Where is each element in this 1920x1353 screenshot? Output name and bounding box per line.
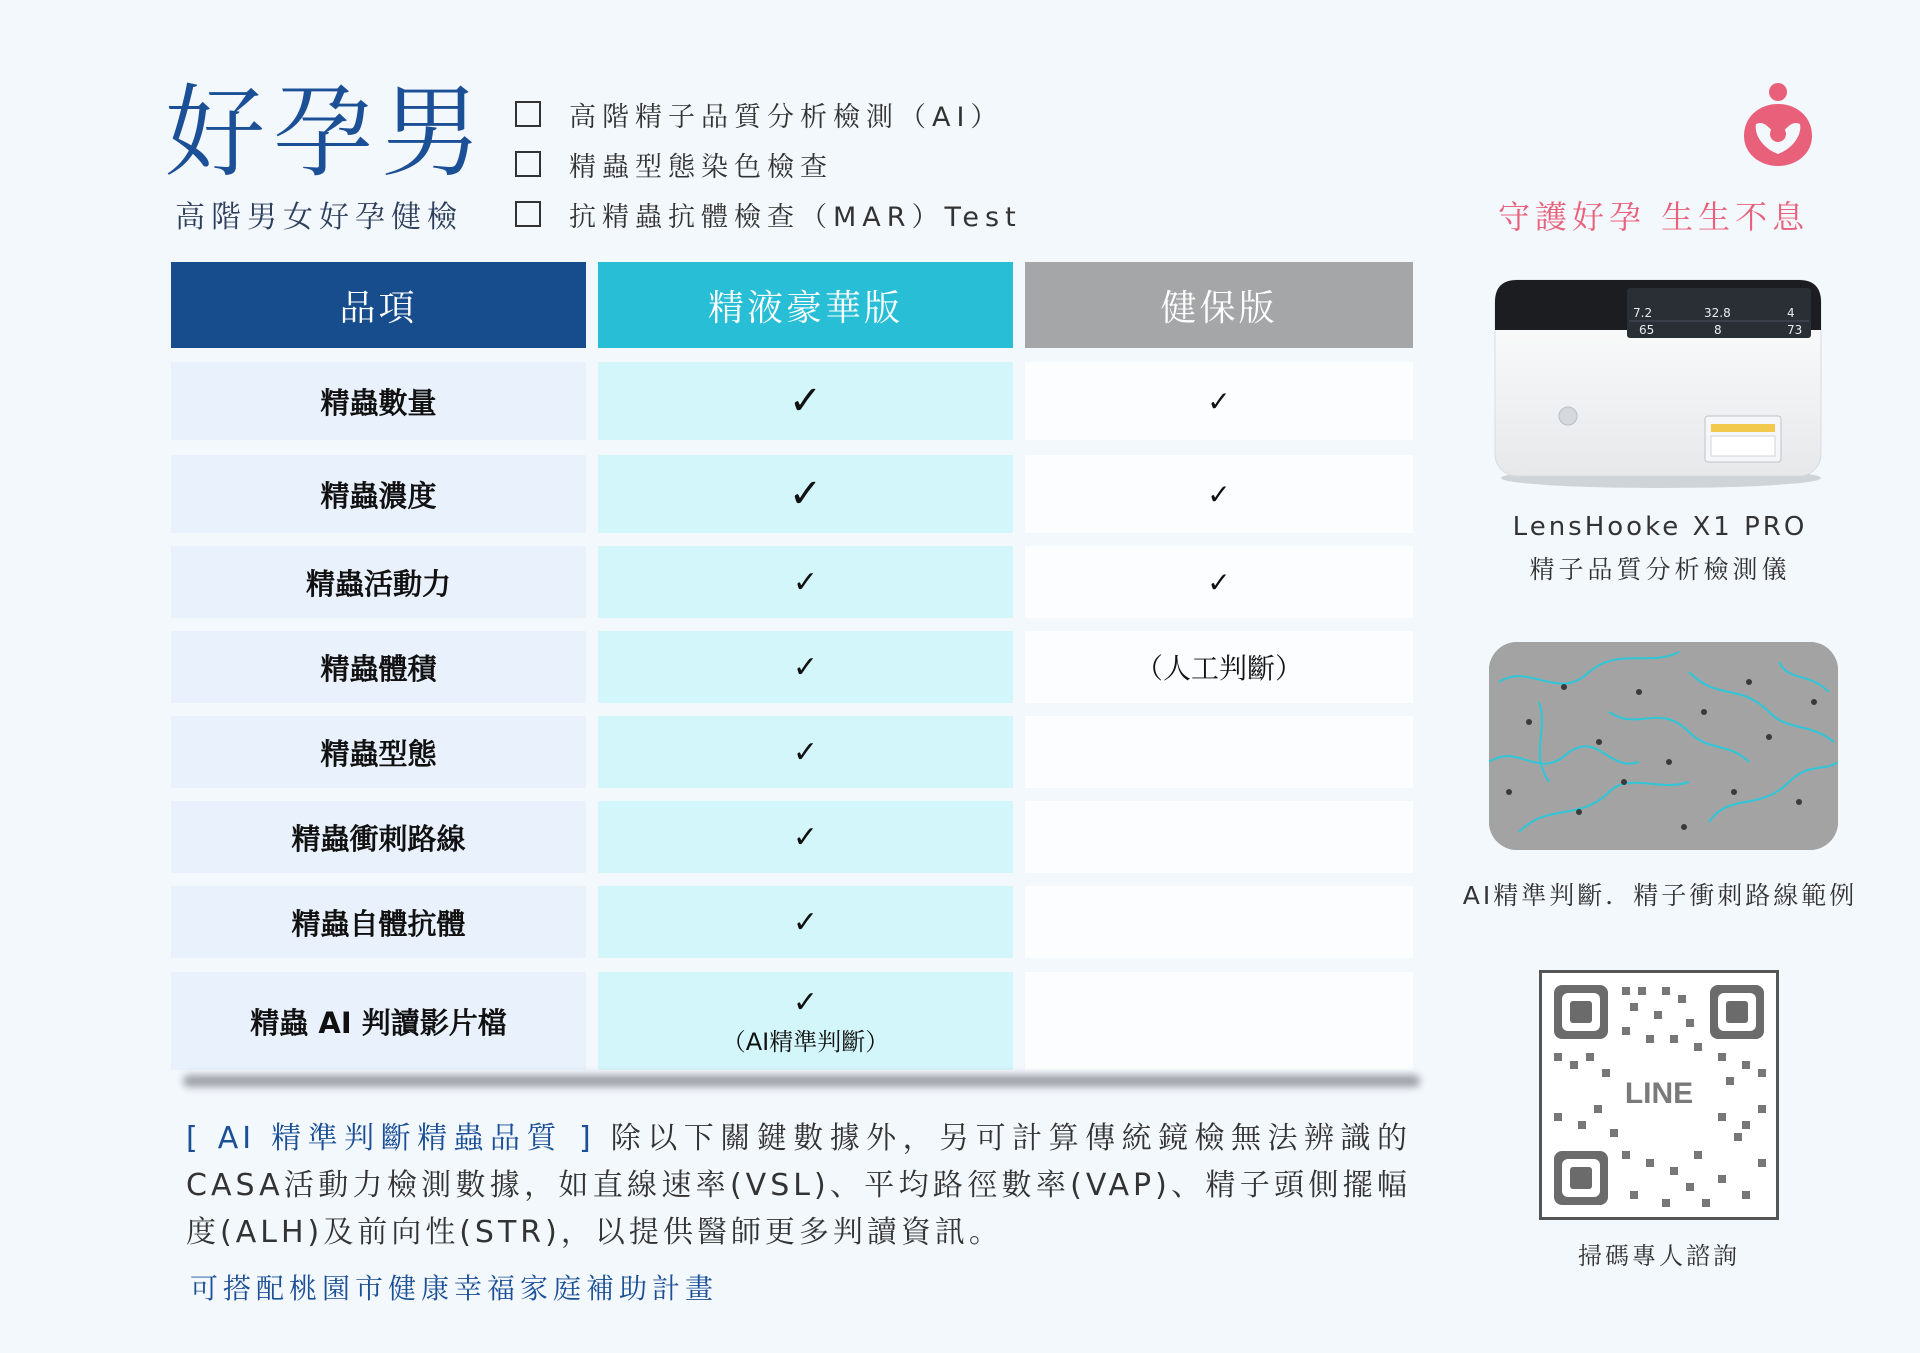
checklist-item-ai-analysis [515, 94, 1003, 134]
brand-logo-icon [1740, 82, 1816, 168]
nhi-empty-cell [1025, 716, 1413, 788]
checkbox-icon [515, 101, 541, 127]
checklist-label: 高階精子品質分析檢測（AI） [569, 101, 1004, 133]
column-header-item: 品項 [171, 262, 586, 348]
row-item-label: 精蟲型態 [171, 716, 586, 788]
table-shadow [183, 1075, 1420, 1087]
deluxe-check [598, 716, 1013, 788]
device-description: 精子品質分析檢測儀 [1529, 555, 1791, 584]
description-paragraph [186, 1115, 1411, 1256]
row-item-label: 精蟲衝刺路線 [171, 801, 586, 873]
qr-code-icon [1542, 973, 1776, 1217]
device-image [1491, 278, 1826, 490]
check-icon: ✓ [788, 378, 823, 424]
slogan: 守護好孕 生生不息 [1498, 198, 1810, 236]
nhi-empty-cell [1025, 886, 1413, 958]
nhi-check [1025, 362, 1413, 440]
deluxe-check [598, 631, 1013, 703]
deluxe-note: （AI精準判斷） [721, 1028, 890, 1056]
check-icon: ✓ [792, 734, 819, 770]
sperm-tracking-illustration [1489, 642, 1838, 850]
nhi-check [1025, 455, 1413, 533]
nhi-manual-judgement [1025, 631, 1413, 703]
checklist-label: 抗精蟲抗體檢查（MAR）Test [569, 201, 1022, 233]
check-icon: ✓ [788, 471, 823, 517]
brand-subtitle: 高階男女好孕健檢 [175, 200, 463, 235]
nhi-note: （人工判斷） [1134, 652, 1303, 685]
check-icon: ✓ [1207, 565, 1231, 599]
check-icon: ✓ [1207, 384, 1231, 418]
row-item-label: 精蟲活動力 [171, 546, 586, 618]
nhi-check [1025, 546, 1413, 618]
column-header-nhi: 健保版 [1025, 262, 1413, 348]
description-highlight: [ AI 精準判斷精蟲品質 ] [186, 1121, 595, 1156]
row-item-label: 精蟲濃度 [171, 455, 586, 533]
check-icon: ✓ [792, 819, 819, 855]
row-item-label: 精蟲體積 [171, 631, 586, 703]
checklist-item-morphology [515, 144, 833, 184]
deluxe-check [598, 455, 1013, 533]
microscope-image [1489, 642, 1838, 850]
description-body: 除以下關鍵數據外，另可計算傳統鏡檢無法辨識的CASA活動力檢測數據，如直線速率(VSL)、平均路徑數率(VAP)、精子頭側擺幅度(ALH)及前向性(STR)，以提供醫師更多判讀資訊。 [186, 1121, 1411, 1250]
row-item-label: 精蟲數量 [171, 362, 586, 440]
row-item-label: 精蟲自體抗體 [171, 886, 586, 958]
device-screen-value: 32.8 [1704, 306, 1731, 320]
checkbox-icon [515, 201, 541, 227]
check-icon: ✓ [792, 564, 819, 600]
deluxe-check [598, 362, 1013, 440]
checklist-label: 精蟲型態染色檢查 [569, 151, 833, 183]
line-logo-text: LINE [1624, 1077, 1694, 1110]
brand-title: 好孕男 [165, 74, 489, 191]
deluxe-check [598, 546, 1013, 618]
device-screen-value: 8 [1714, 323, 1722, 337]
deluxe-check [598, 972, 1013, 1070]
device-screen-value: 65 [1639, 323, 1655, 337]
microscope-caption: AI精準判斷．精子衝刺路線範例 [1462, 881, 1858, 910]
check-icon: ✓ [1207, 477, 1231, 511]
check-icon: ✓ [792, 649, 819, 685]
device-screen-value: 73 [1787, 323, 1803, 337]
row-item-label: 精蟲 AI 判讀影片檔 [171, 972, 586, 1070]
subsidy-note: 可搭配桃園市健康幸福家庭補助計畫 [190, 1272, 719, 1305]
device-screen-value: 4 [1787, 306, 1795, 320]
check-icon: ✓ [792, 904, 819, 940]
column-header-deluxe: 精液豪華版 [598, 262, 1013, 348]
device-screen-value: 7.2 [1633, 306, 1653, 320]
device-name: LensHooke X1 PRO [1512, 512, 1808, 542]
line-qr-code[interactable] [1539, 970, 1779, 1220]
deluxe-check [598, 801, 1013, 873]
nhi-empty-cell [1025, 801, 1413, 873]
checklist-item-mar-test [515, 194, 1022, 234]
nhi-empty-cell [1025, 972, 1413, 1070]
qr-caption: 掃碼專人諮詢 [1578, 1242, 1740, 1270]
check-icon: ✓ [792, 985, 819, 1020]
checkbox-icon [515, 151, 541, 177]
deluxe-check [598, 886, 1013, 958]
